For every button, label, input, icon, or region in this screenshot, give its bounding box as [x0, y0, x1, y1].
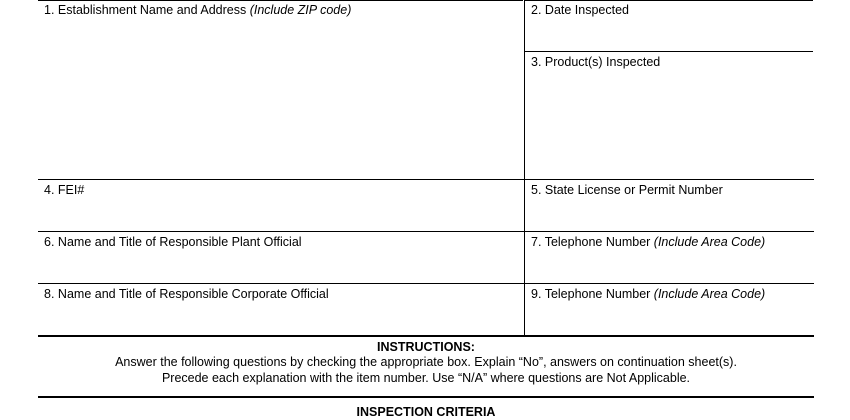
date-inspected-input[interactable] — [526, 20, 813, 50]
products-inspected-label: 3. Product(s) Inspected — [531, 55, 661, 69]
instructions-line-2: Precede each explanation with the item number. Use “N/A” where questions are Not Applicable. — [161, 371, 691, 385]
inspection-criteria-heading: INSPECTION CRITERIA — [356, 405, 496, 419]
plant-official-label: 6. Name and Title of Responsible Plant Official — [44, 235, 302, 249]
state-license-input[interactable] — [526, 200, 813, 230]
establishment-label: 1. Establishment Name and Address (Include ZIP code) — [44, 3, 352, 17]
corporate-official-input[interactable] — [39, 304, 523, 334]
instructions-heading: INSTRUCTIONS: — [377, 340, 475, 354]
divider-row-8-9 — [38, 283, 814, 284]
divider-row-4-5 — [38, 179, 814, 180]
divider-row-6-7 — [38, 231, 814, 232]
plant-phone-label: 7. Telephone Number (Include Area Code) — [531, 235, 766, 249]
date-inspected-label: 2. Date Inspected — [531, 3, 630, 17]
divider-after-date — [525, 51, 813, 52]
establishment-input[interactable] — [39, 20, 523, 178]
state-license-label: 5. State License or Permit Number — [531, 183, 723, 197]
corporate-official-label: 8. Name and Title of Responsible Corporate Official — [44, 287, 329, 301]
top-border-left — [38, 0, 523, 1]
fei-input[interactable] — [39, 200, 523, 230]
corporate-phone-label: 9. Telephone Number (Include Area Code) — [531, 287, 766, 301]
fei-label: 4. FEI# — [44, 183, 85, 197]
plant-phone-input[interactable] — [526, 252, 813, 282]
top-border-right — [525, 0, 813, 1]
divider-instructions-bottom — [38, 396, 814, 398]
plant-official-input[interactable] — [39, 252, 523, 282]
corporate-phone-input[interactable] — [526, 304, 813, 334]
divider-instructions-top — [38, 335, 814, 337]
instructions-line-1: Answer the following questions by checking the appropriate box. Explain “No”, answers on continuation sheet(s). — [115, 355, 737, 369]
products-inspected-input[interactable] — [526, 72, 813, 178]
